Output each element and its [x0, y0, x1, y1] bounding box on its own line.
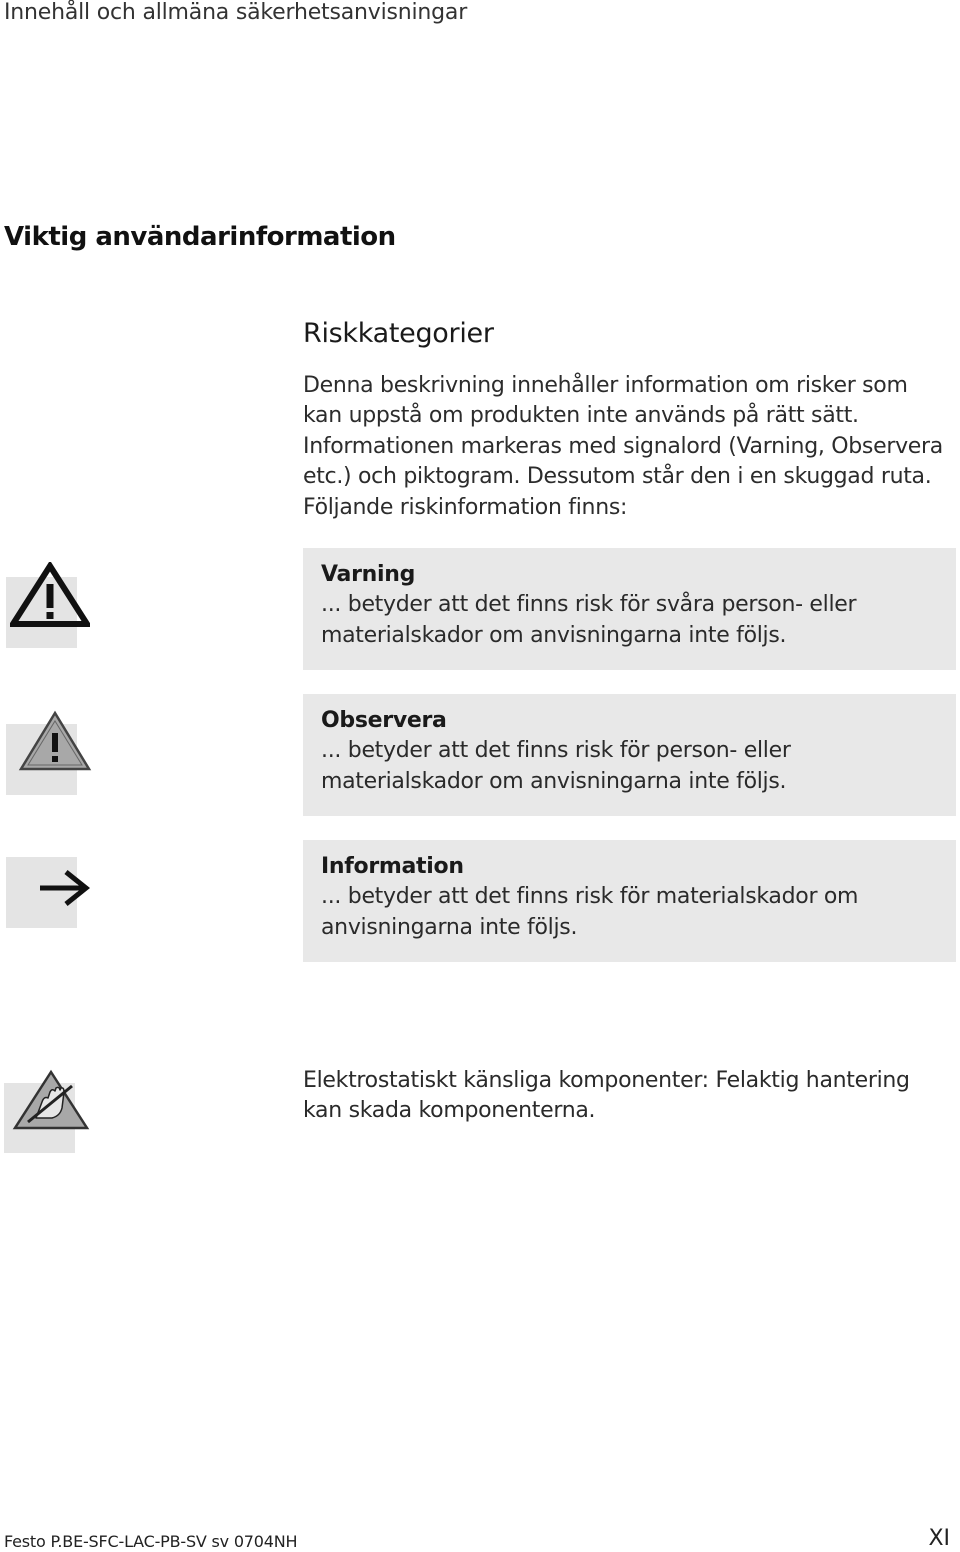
warning-description: ... betyder att det finns risk för svåra person- eller materialskador om anvisningarna inte följs.	[321, 592, 857, 648]
caution-description: ... betyder att det finns risk för person- eller materialskador om anvisningarna inte följs.	[321, 738, 791, 794]
footer-page-number: XI	[928, 1526, 950, 1551]
information-description: ... betyder att det finns risk för materialskador om anvisningarna inte följs.	[321, 884, 859, 940]
information-box	[303, 840, 956, 962]
caution-box	[303, 694, 956, 816]
risk-categories-title: Riskkategorier	[303, 318, 494, 349]
warning-label: Varning	[321, 562, 416, 587]
information-label: Information	[321, 854, 464, 879]
esd-hand-triangle-icon	[12, 1068, 90, 1132]
esd-text: Elektrostatiskt känsliga komponenter: Felaktig hantering kan skada komponenterna.	[303, 1068, 910, 1124]
caution-triangle-icon	[18, 709, 92, 773]
caution-label: Observera	[321, 708, 447, 733]
running-header: Innehåll och allmäna säkerhetsanvisningar	[4, 0, 468, 25]
warning-box	[303, 548, 956, 670]
arrow-right-icon	[38, 868, 92, 908]
section-title: Viktig användarinformation	[4, 222, 396, 252]
intro-paragraph: Denna beskrivning innehåller information om risker som kan uppstå om produkten inte används på rätt sätt. Informationen markeras med signalord (Varning, Observera etc.) och piktogram. Dessutom står den i en skuggad ruta. Följande riskinformation finns:	[303, 373, 943, 520]
risk-categories-intro	[303, 371, 951, 523]
warning-triangle-icon	[10, 562, 90, 628]
footer-document-id: Festo P.BE-SFC-LAC-PB-SV sv 0704NH	[4, 1532, 298, 1551]
